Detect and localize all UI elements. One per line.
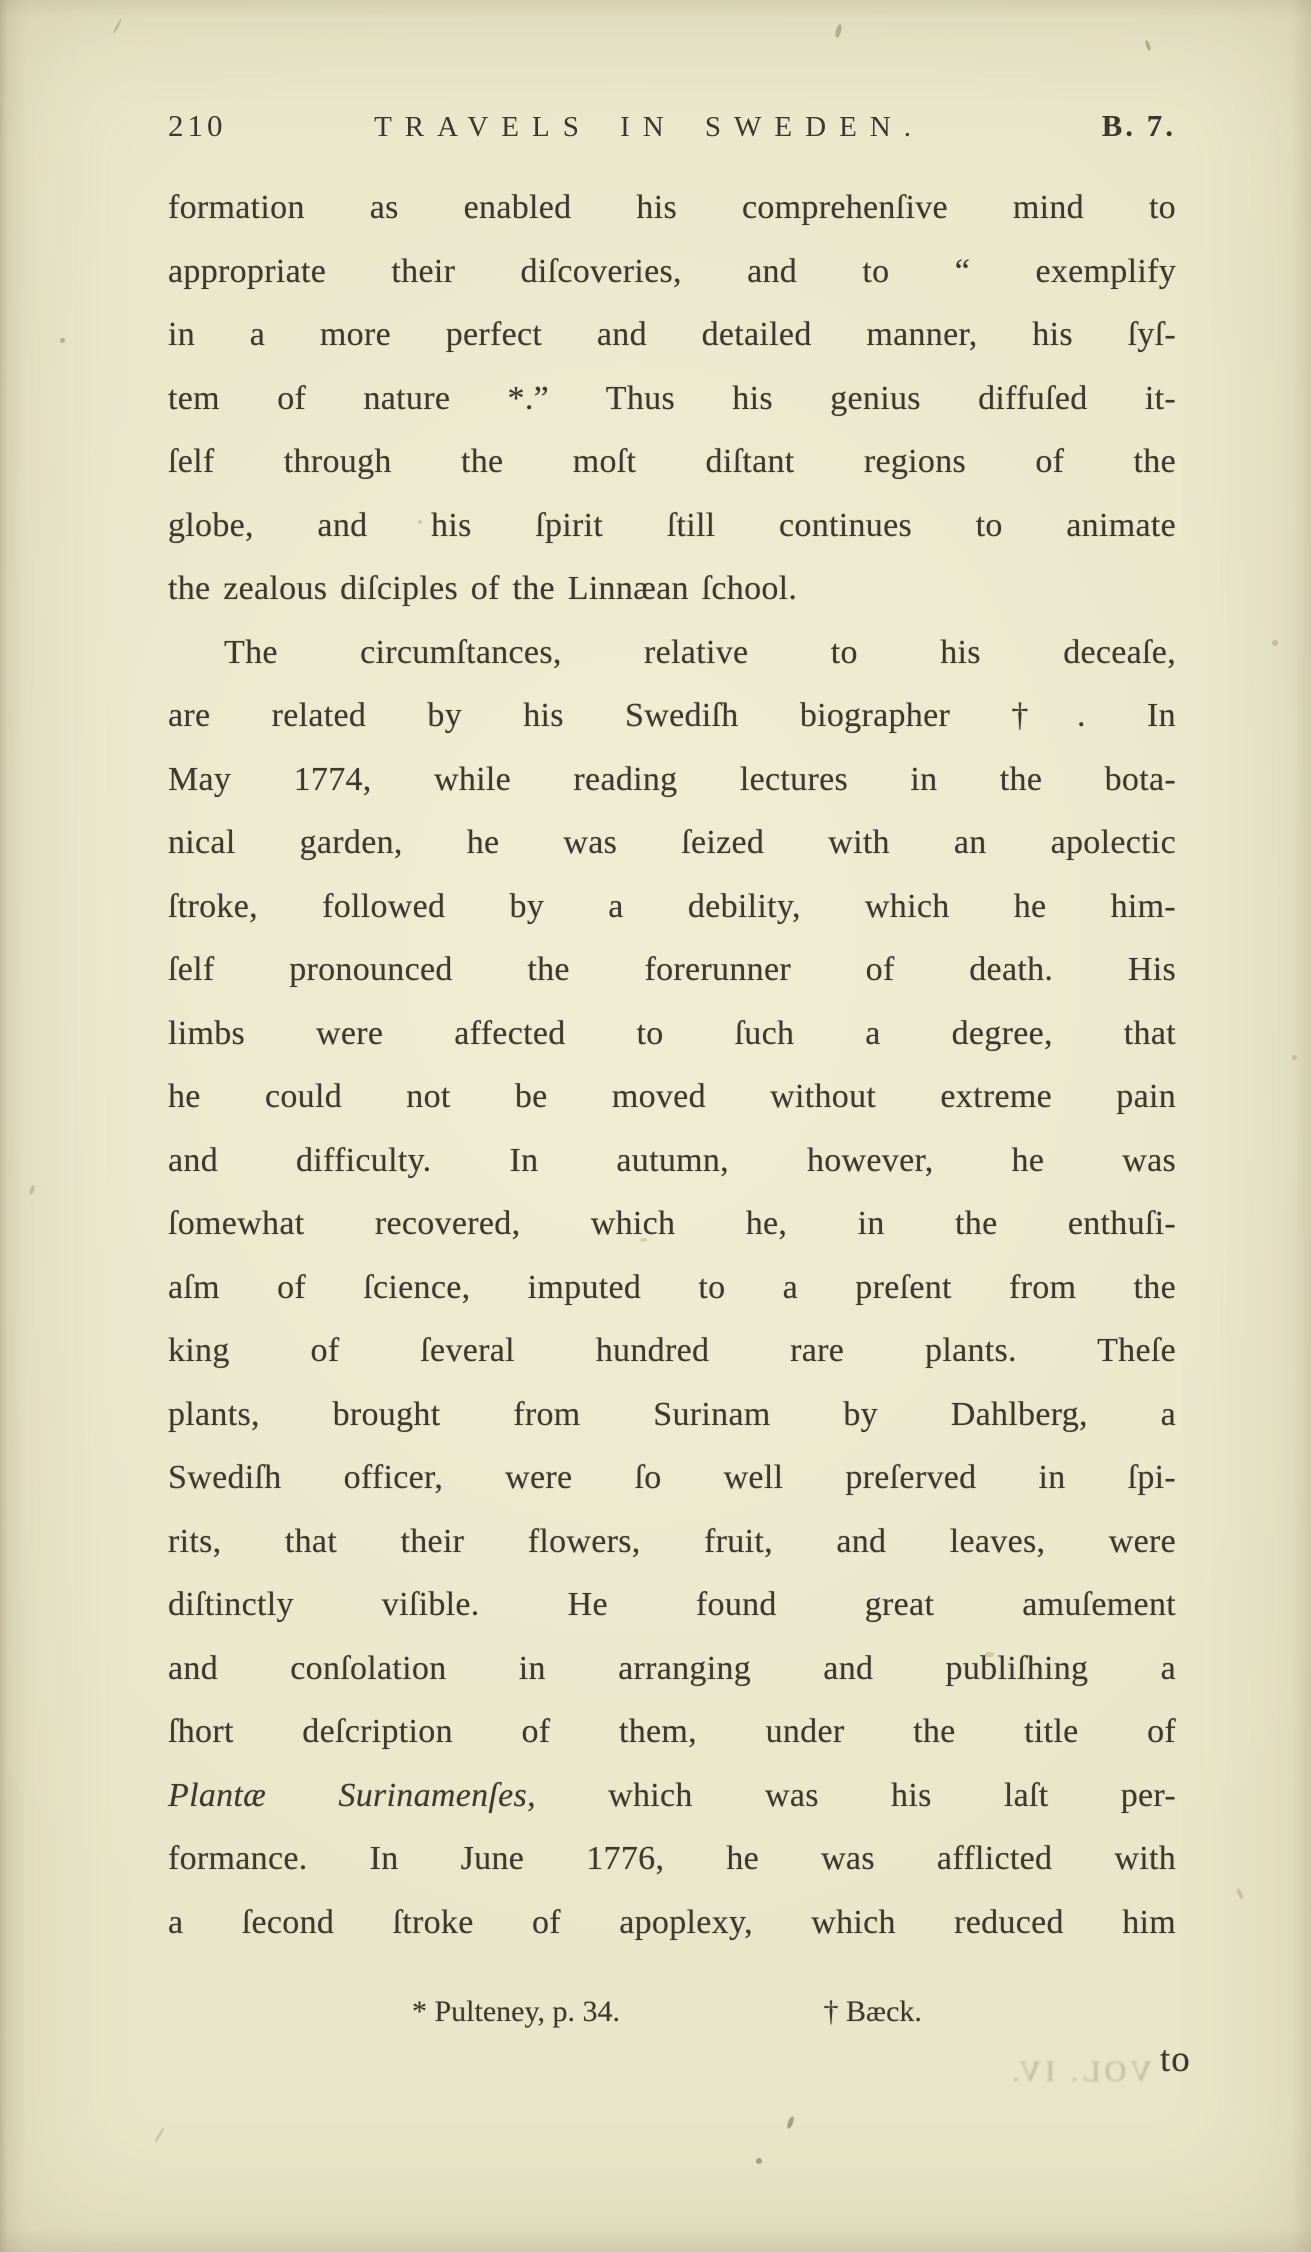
text-line: globe, and his ſpirit ſtill continues to animate: [168, 506, 1176, 544]
text-line: Swediſh officer, were ſo well preſerved in ſpi-: [168, 1459, 1176, 1496]
text-line: diſtinctly viſible. He found great amuſement: [168, 1586, 1176, 1623]
text-line-italic-title: [168, 1764, 1176, 1828]
text-line: the zealous diſciples of the Linnæan ſchool.: [168, 570, 798, 607]
text-line: and conſolation in arranging and publiſhing a: [168, 1649, 1176, 1687]
text-line: ſelf through the moſt diſtant regions of the: [168, 443, 1176, 480]
text-line: aſm of ſcience, imputed to a preſent from the: [168, 1268, 1176, 1306]
text-line: tem of nature *.” Thus his genius diffuſed it-: [168, 379, 1176, 417]
text-line: ſelf pronounced the forerunner of death. His: [168, 951, 1176, 988]
catchword: to: [1160, 2039, 1191, 2080]
text-line: ſtroke, followed by a debility, which he him-: [168, 887, 1176, 925]
text-line: appropriate their diſcoveries, and to “ exemplify: [168, 252, 1176, 290]
footnotes: [168, 1995, 1176, 2029]
text-line: formation as enabled his comprehenſive mind to: [168, 189, 1176, 226]
paragraph: [168, 621, 1176, 1764]
text-line: The circumſtances, relative to his deceaſe,: [224, 633, 1176, 671]
text-line: and difficulty. In autumn, however, he was: [168, 1141, 1176, 1179]
page-header: [168, 108, 1176, 144]
text-line: nical garden, he was ſeized with an apolectic: [168, 824, 1176, 861]
text-line: ſomewhat recovered, which he, in the enthuſi-: [168, 1205, 1176, 1242]
text-line: in a more perfect and detailed manner, his ſyſ-: [168, 316, 1176, 353]
text-line: formance. In June 1776, he was afflicted with: [168, 1840, 1176, 1877]
footnote-baeck: † Bæck.: [823, 1995, 922, 2028]
body-text: [168, 176, 1176, 1954]
text-line: plants, brought from Surinam by Dahlberg, a: [168, 1395, 1176, 1433]
text-line: ſhort deſcription of them, under the title of: [168, 1713, 1176, 1750]
bleed-through-text: VOL. IV.: [1008, 2055, 1152, 2088]
text-line: May 1774, while reading lectures in the bota-: [168, 760, 1176, 798]
text-line: limbs were affected to ſuch a degree, that: [168, 1014, 1176, 1052]
paragraph: [168, 176, 1176, 621]
text-line: are related by his Swediſh biographer †. In: [168, 697, 1176, 734]
text-line: he could not be moved without extreme pain: [168, 1078, 1176, 1115]
text-line: a ſecond ſtroke of apoplexy, which reduced him: [168, 1903, 1176, 1941]
text-line: rits, that their flowers, fruit, and leaves, were: [168, 1522, 1176, 1560]
book-title-italic: Plantæ Surinamenſes,: [168, 1776, 536, 1814]
text-line: king of ſeveral hundred rare plants. Theſe: [168, 1332, 1176, 1369]
paragraph: [168, 1827, 1176, 1954]
book-section-label: B. 7.: [1101, 108, 1176, 143]
running-title: TRAVELS IN SWEDEN.: [374, 111, 924, 143]
page-number: 210: [168, 108, 227, 143]
text-line-rest: which was his laſt per-: [535, 1776, 1176, 1814]
footnote-pulteney: * Pulteney, p. 34.: [412, 1995, 621, 2028]
